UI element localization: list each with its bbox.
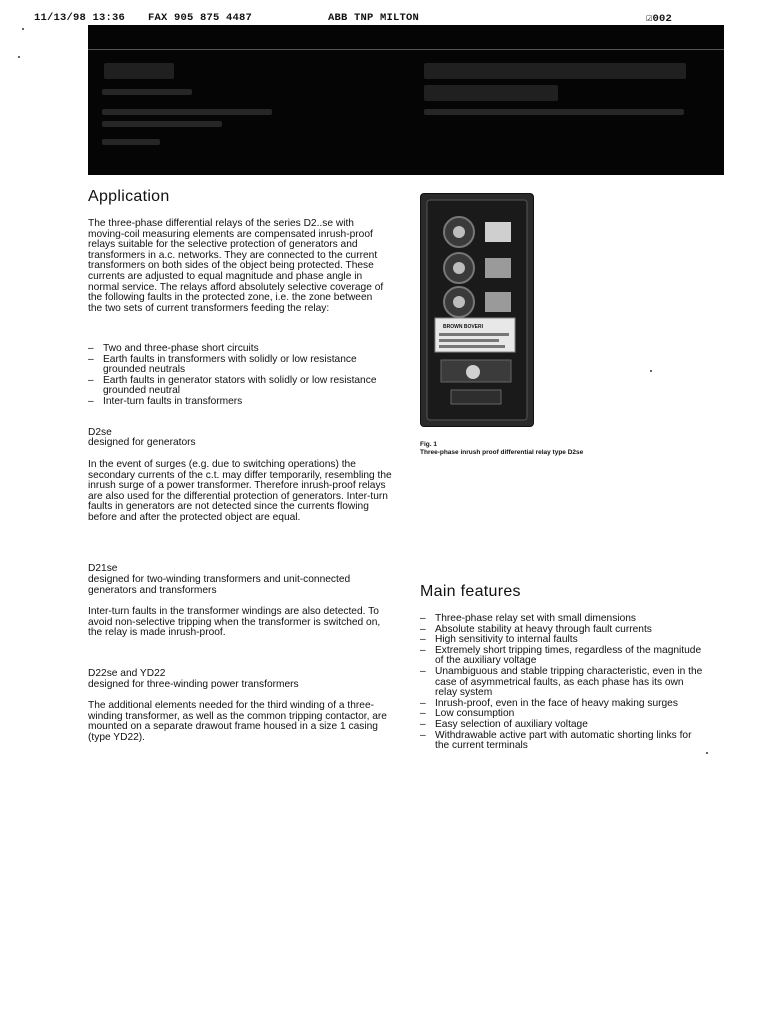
list-item: – Low consumption [420, 709, 708, 720]
list-item: – Withdrawable active part with automatic shorting links for the current terminals [420, 731, 708, 752]
scan-speck [650, 370, 652, 372]
type-d2se-text: In the event of surges (e.g. due to switching operations) the secondary currents of the c.t. may differ temporarily, resembling the inrush surge of a power transformer. Therefore inrush-proof relays are also used for the differential protection of generators. Inter-turn faults in generators are not detected since the currents flowing before and after the protected object are equal. [88, 459, 392, 523]
banner-smudge [102, 109, 272, 115]
reset-knob [466, 365, 480, 379]
banner-smudge [102, 121, 222, 127]
title-banner [88, 25, 724, 175]
figure-caption-block [420, 441, 650, 457]
scan-speck [22, 28, 24, 30]
type-d2se-subtitle: designed for generators [88, 437, 196, 448]
type-d21se-name: D21se [88, 563, 118, 574]
banner-logo-smudge [104, 63, 174, 79]
type-d2se-name: D2se [88, 427, 112, 438]
list-item: – Inter-turn faults in transformers [88, 397, 384, 408]
list-item: – Earth faults in generator stators with solidly or low resistance grounded neutral [88, 376, 384, 397]
features-list [420, 614, 708, 752]
banner-title-smudge [424, 63, 686, 79]
nameplate-label: BROWN BOVERI [443, 324, 483, 330]
banner-title-smudge [424, 85, 558, 101]
indicator-window [485, 258, 511, 278]
banner-smudge [102, 139, 160, 145]
figure-caption: Three-phase inrush proof differential relay type D2se [420, 449, 584, 456]
indicator-window [485, 222, 511, 242]
application-heading: Application [88, 188, 170, 205]
list-item: – Three-phase relay set with small dimensions [420, 614, 708, 625]
list-item: – Absolute stability at heavy through fault currents [420, 625, 708, 636]
fax-header [34, 12, 724, 26]
list-item: – Two and three-phase short circuits [88, 344, 384, 355]
list-item: – Unambiguous and stable tripping characteristic, even in the case of asymmetrical faults, as each phase has its own relay system [420, 667, 708, 699]
list-item: – Extremely short tripping times, regardless of the magnitude of the auxiliary voltage [420, 646, 708, 667]
relay-drawing [421, 194, 533, 426]
indicator-window [485, 292, 511, 312]
scan-speck [706, 752, 708, 754]
fax-number: FAX 905 875 4487 [148, 12, 253, 24]
type-d21se-text: Inter-turn faults in the transformer windings are also detected. To avoid non-selective tripping when the transformer is switched on, the relay is made inrush-proof. [88, 606, 381, 639]
fax-page-number: ☑002 [646, 13, 673, 25]
list-item: – Earth faults in transformers with solidly or low resistance grounded neutrals [88, 355, 384, 376]
fax-datetime: 11/13/98 13:36 [34, 12, 126, 24]
type-d21se-subtitle: designed for two-winding transformers and unit-connected generators and transformers [88, 574, 351, 596]
list-item: – High sensitivity to internal faults [420, 635, 708, 646]
relay-photo [420, 193, 534, 427]
scan-speck [18, 56, 20, 58]
list-item: – Easy selection of auxiliary voltage [420, 720, 708, 731]
banner-divider [88, 49, 724, 50]
type-d22se-name: D22se and YD22 [88, 668, 166, 679]
type-d22se-text: The additional elements needed for the third winding of a three-winding transformer, as well as the common tripping contactor, are mounted on a separate drawout frame housed in a size 1 casing (type YD22). [88, 700, 387, 743]
figure-label: Fig. 1 [420, 441, 437, 448]
application-intro: The three-phase differential relays of the series D2..se with moving-coil measuring elements are compensated inrush-proof relays suitable for the selective protection of generators and transformers in a.c. networks. They are connected to the current transformers on both sides of the object being protected. These currents are adjusted to equal magnitude and phase angle in normal service. The relays afford absolutely selective coverage of the following faults in the protected zone, i.e. the zone between the two sets of current transformers feeding the relay: [88, 218, 384, 314]
list-item: – Inrush-proof, even in the face of heavy making surges [420, 699, 708, 710]
fax-sender: ABB TNP MILTON [328, 12, 420, 24]
main-features-heading: Main features [420, 583, 521, 600]
banner-smudge [424, 109, 684, 115]
banner-smudge [102, 89, 192, 95]
fault-list [88, 344, 384, 408]
type-d22se-subtitle: designed for three-winding power transformers [88, 679, 299, 690]
